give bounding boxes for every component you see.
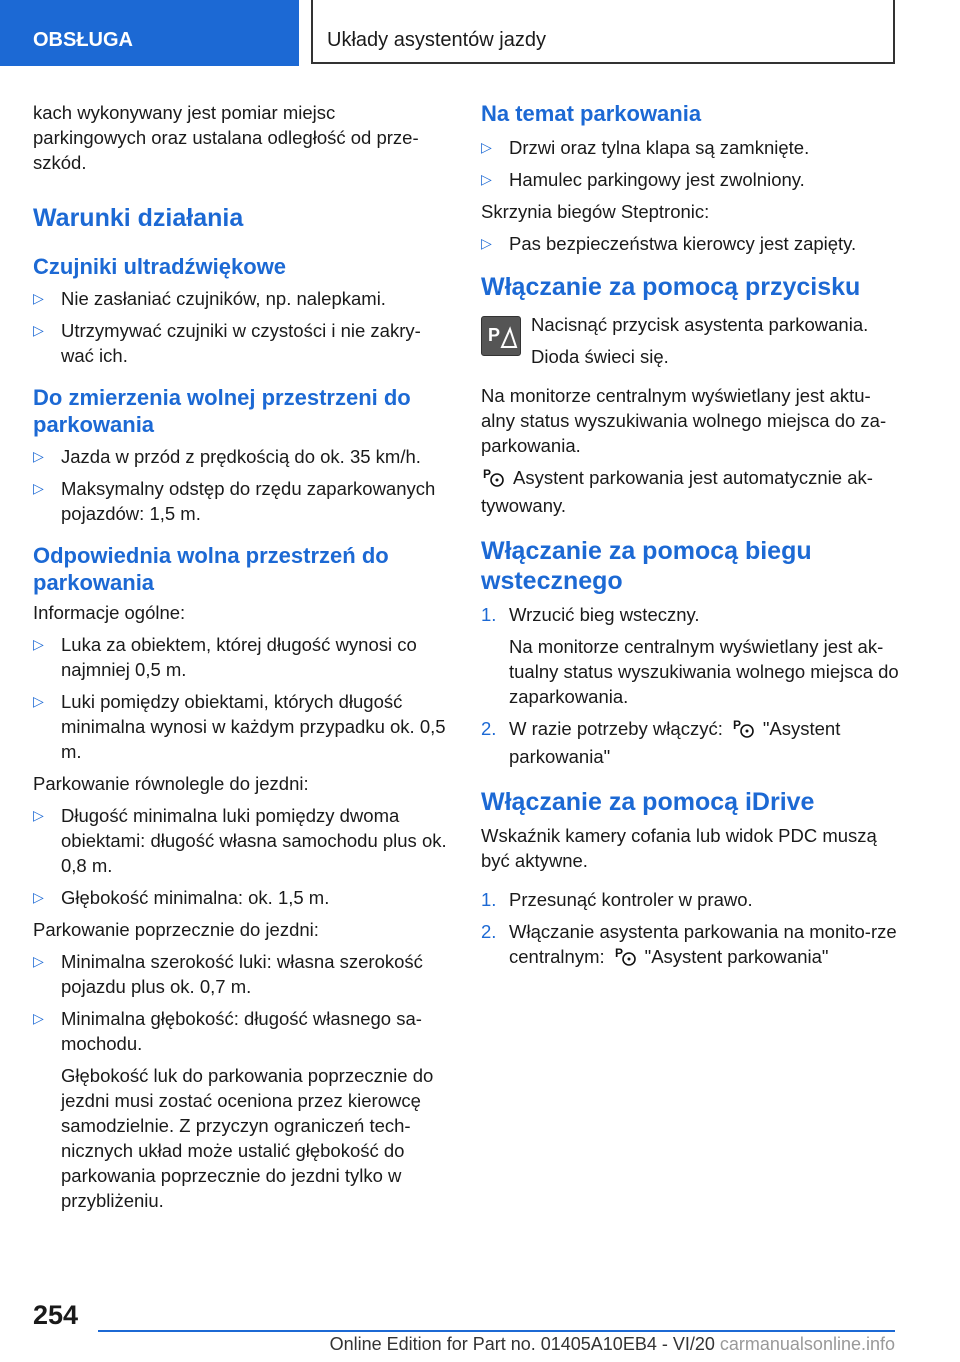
heading-space: Odpowiednia wolna przestrzeń do parkowania (33, 543, 389, 595)
triangle-right-icon: ▷ (33, 953, 44, 969)
svg-text:P: P (488, 325, 501, 345)
reverse-note: Na monitorze centralnym wyświetlany jest ak-tualny status wyszukiwania wolnego miejsca do zaparkowania. (509, 636, 899, 707)
list-item: ▷ Minimalna głębokość: długość własnego sa-mochodu. (33, 1008, 422, 1054)
list-item: ▷ Drzwi oraz tylna klapa są zamknięte. (481, 137, 810, 158)
perp-label: Parkowanie poprzecznie do jezdni: (33, 919, 319, 940)
triangle-right-icon: ▷ (481, 171, 492, 187)
triangle-right-icon: ▷ (33, 636, 44, 652)
list-item: ▷ Luka za obiektem, której długość wynosi co najmniej 0,5 m. (33, 634, 417, 680)
list-item: ▷ Hamulec parkingowy jest zwolniony. (481, 169, 805, 190)
monitor-paragraph: Na monitorze centralnym wyświetlany jest aktu-alny status wyszukiwania wolnego miejsca do za-parkowania. (481, 385, 887, 456)
triangle-right-icon: ▷ (33, 1010, 44, 1026)
triangle-right-icon: ▷ (33, 693, 44, 709)
footer-divider (98, 1330, 895, 1332)
list-item: 1. Wrzucić bieg wsteczny. (481, 604, 700, 625)
idrive-intro: Wskaźnik kamery cofania lub widok PDC muszą być aktywne. (481, 825, 877, 871)
list-item: ▷ Utrzymywać czujniki w czystości i nie zakry-wać ich. (33, 320, 421, 366)
triangle-right-icon: ▷ (33, 290, 44, 306)
triangle-right-icon: ▷ (33, 889, 44, 905)
list-item: ▷ Jazda w przód z prędkością do ok. 35 km/h. (33, 446, 421, 467)
list-item: 2. W razie potrzeby włączyć: P "Asystent parkowania" (481, 718, 841, 767)
list-item: ▷ Nie zasłaniać czujników, np. nalepkami. (33, 288, 386, 309)
intro-paragraph: kach wykonywany jest pomiar miejsc parkingowych oraz ustalana odległość od prze-szkód. (33, 102, 419, 173)
page-header (0, 0, 960, 66)
park-assist-icon (615, 946, 637, 972)
park-assist-icon (733, 718, 755, 744)
heading-reverse: Włączanie za pomocą biegu wstecznego (481, 537, 812, 595)
list-item: ▷ Pas bezpieczeństwa kierowcy jest zapięty. (481, 233, 857, 254)
list-item: 2. Włączanie asystenta parkowania na monito-rze centralnym: P "Asystent parkowania" (481, 919, 901, 972)
triangle-right-icon: ▷ (33, 480, 44, 496)
park-assist-button-icon (481, 316, 521, 356)
list-item: ▷ Długość minimalna luki pomiędzy dwoma obiektami: długość własna samochodu plus ok. 0,8 m. (33, 805, 447, 876)
triangle-right-icon: ▷ (33, 807, 44, 823)
heading-measure: Do zmierzenia wolnej przestrzeni do parkowania (33, 385, 411, 437)
steptronic-label: Skrzynia biegów Steptronic: (481, 201, 710, 222)
perp-note: Głębokość luk do parkowania poprzecznie do jezdni musi zostać oceniona przez kierowcę samodzielnie. Z przyczyn ograniczeń tech-nicznych układ może ustalić głębokość do parkowania poprzecznie do jezdni tylko w przybliżeniu. (61, 1065, 434, 1211)
triangle-right-icon: ▷ (481, 235, 492, 251)
general-label: Informacje ogólne: (33, 602, 186, 623)
section-tab: OBSŁUGA (0, 0, 299, 66)
svg-text:P: P (483, 467, 492, 481)
triangle-right-icon: ▷ (481, 139, 492, 155)
auto-paragraph: P Asystent parkowania jest automatycznie ak-tywowany. (481, 467, 873, 516)
list-item: ▷ Minimalna szerokość luki: własna szerokość pojazdu plus ok. 0,7 m. (33, 951, 423, 997)
parallel-label: Parkowanie równolegle do jezdni: (33, 773, 309, 794)
triangle-right-icon: ▷ (33, 322, 44, 338)
park-assist-icon (483, 467, 505, 493)
svg-text:P: P (732, 718, 741, 732)
list-item: ▷ Maksymalny odstęp do rzędu zaparkowanych pojazdów: 1,5 m. (33, 478, 436, 524)
heading-conditions: Warunki działania (33, 204, 244, 232)
triangle-right-icon: ▷ (33, 448, 44, 464)
watermark: carmanualsonline.info (719, 1334, 895, 1354)
heading-sensors: Czujniki ultradźwiękowe (33, 254, 287, 279)
page-number: 254 (33, 1300, 79, 1330)
list-item: ▷ Głębokość minimalna: ok. 1,5 m. (33, 887, 330, 908)
chapter-title: Układy asystentów jazdy (311, 0, 895, 64)
svg-text:P: P (614, 946, 623, 960)
button-step-2: Dioda świeci się. (531, 346, 669, 367)
heading-about-parking: Na temat parkowania (481, 101, 702, 126)
heading-button: Włączanie za pomocą przycisku (481, 273, 861, 301)
footer-edition: Online Edition for Part no. 01405A10EB4 - VI/20 carmanualsonline.info (329, 1334, 895, 1354)
button-instruction (481, 312, 901, 369)
button-step-1: Nacisnąć przycisk asystenta parkowania. (531, 314, 869, 335)
heading-idrive: Włączanie za pomocą iDrive (481, 788, 815, 816)
list-item: ▷ Luki pomiędzy obiektami, których długość minimalna wynosi w każdym przypadku ok. 0,5 m. (33, 691, 446, 762)
left-column (33, 100, 449, 1220)
right-column (481, 100, 901, 979)
list-item: 1. Przesunąć kontroler w prawo. (481, 889, 753, 910)
